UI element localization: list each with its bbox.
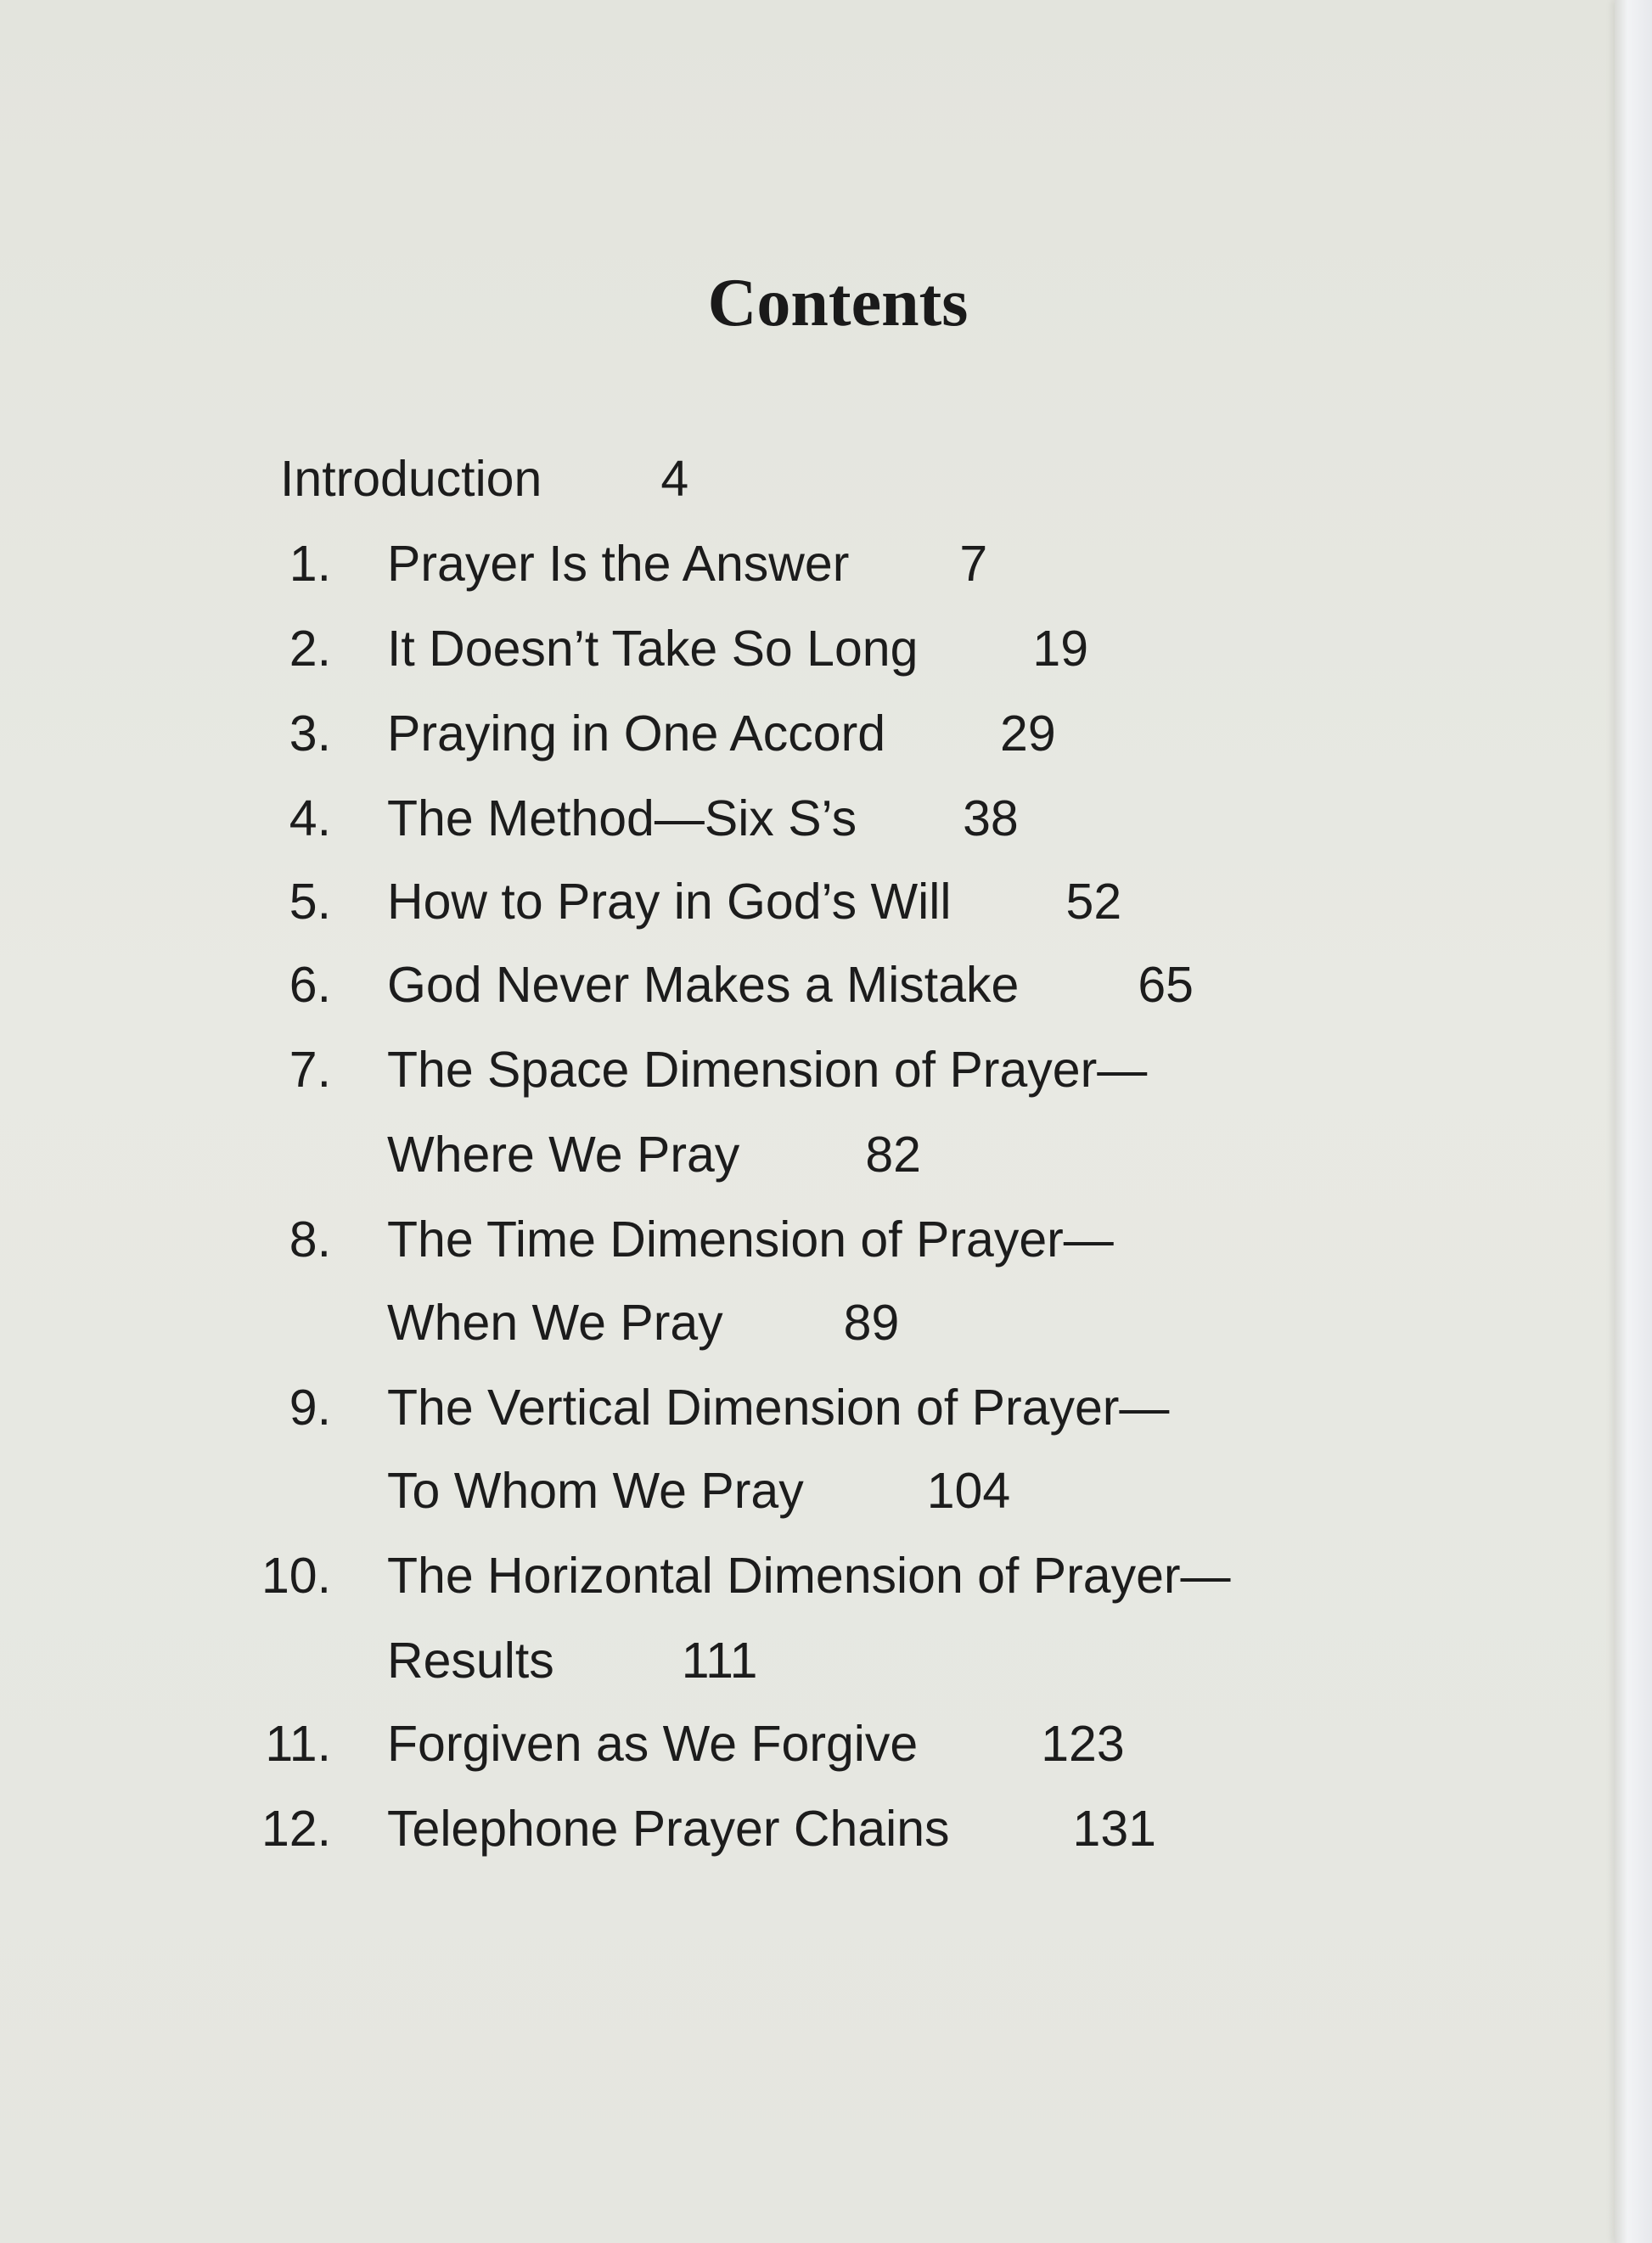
toc-entry-title-line [387,1121,921,1189]
toc-entry-title: The Space Dimension of Prayer— [387,1042,1148,1098]
toc-entry-title: The Horizontal Dimension of Prayer— [387,1548,1231,1604]
toc-entry-number: 8. [289,1211,331,1268]
toc-entry-page: 65 [1138,957,1194,1013]
toc-entry-title: Introduction [280,451,542,507]
toc-entry-title-line [280,445,688,513]
toc-entry-title: God Never Makes a Mistake [387,957,1020,1013]
toc-entry-number: 6. [289,957,331,1013]
toc-entry-number: 5. [289,874,331,930]
toc-entry-page: 19 [1032,621,1089,677]
toc-entry-subtitle: Where We Pray [387,1127,740,1183]
toc-entry-page: 131 [1072,1801,1156,1857]
toc-entry-title: The Time Dimension of Prayer— [387,1211,1114,1268]
toc-entry-number: 1. [289,536,331,592]
toc-entry-page: 7 [959,536,988,592]
toc-entry-title-line [387,951,1194,1019]
toc-entry-title: Forgiven as We Forgive [387,1716,919,1772]
toc-entry-title: Prayer Is the Answer [387,536,850,592]
toc-entry-number: 4. [289,790,331,846]
toc-entry-page: 82 [865,1127,921,1183]
toc-entry-title: It Doesn’t Take So Long [387,621,919,677]
toc-entry-title: The Method—Six S’s [387,790,857,846]
page-title: Contents [707,266,969,340]
toc-entry-title-line [387,1289,899,1357]
toc-entry-page: 29 [1000,706,1056,762]
toc-entry-subtitle: To Whom We Pray [387,1463,804,1519]
toc-entry-title-line [387,1795,1156,1863]
toc-entry-title-line [387,530,987,598]
toc-entry-number: 9. [289,1380,331,1436]
toc-entry-subtitle: Results [387,1633,554,1689]
toc-entry-page: 104 [926,1463,1011,1519]
toc-entry-number: 2. [289,621,331,677]
toc-entry-title-line [387,615,1088,683]
toc-entry-page: 4 [660,451,689,507]
toc-entry-page: 123 [1041,1716,1125,1772]
toc-entry-title-line [387,1710,1125,1778]
toc-entry-page: 52 [1065,874,1122,930]
toc-entry-number: 7. [289,1042,331,1098]
toc-entry-title-line [387,1627,757,1695]
toc-entry-title: Praying in One Accord [387,706,886,762]
toc-entry-title-line [387,700,1056,767]
toc-entry-title: How to Pray in God’s Will [387,874,952,930]
toc-entry-number: 12. [261,1801,331,1857]
toc-entry-page: 38 [963,790,1019,846]
toc-entry-page: 89 [843,1295,900,1351]
toc-entry-title-line [387,868,1121,936]
toc-entry-number: 11. [265,1716,331,1772]
toc-entry-title-line [387,784,1019,852]
toc-entry-title: The Vertical Dimension of Prayer— [387,1380,1170,1436]
toc-entry-title-line [387,1457,1010,1525]
toc-entry-title: Telephone Prayer Chains [387,1801,950,1857]
toc-entry-page: 111 [681,1633,758,1689]
toc-entry-number: 3. [289,706,331,762]
toc-entry-number: 10. [261,1548,331,1604]
toc-entry-subtitle: When We Pray [387,1295,723,1351]
